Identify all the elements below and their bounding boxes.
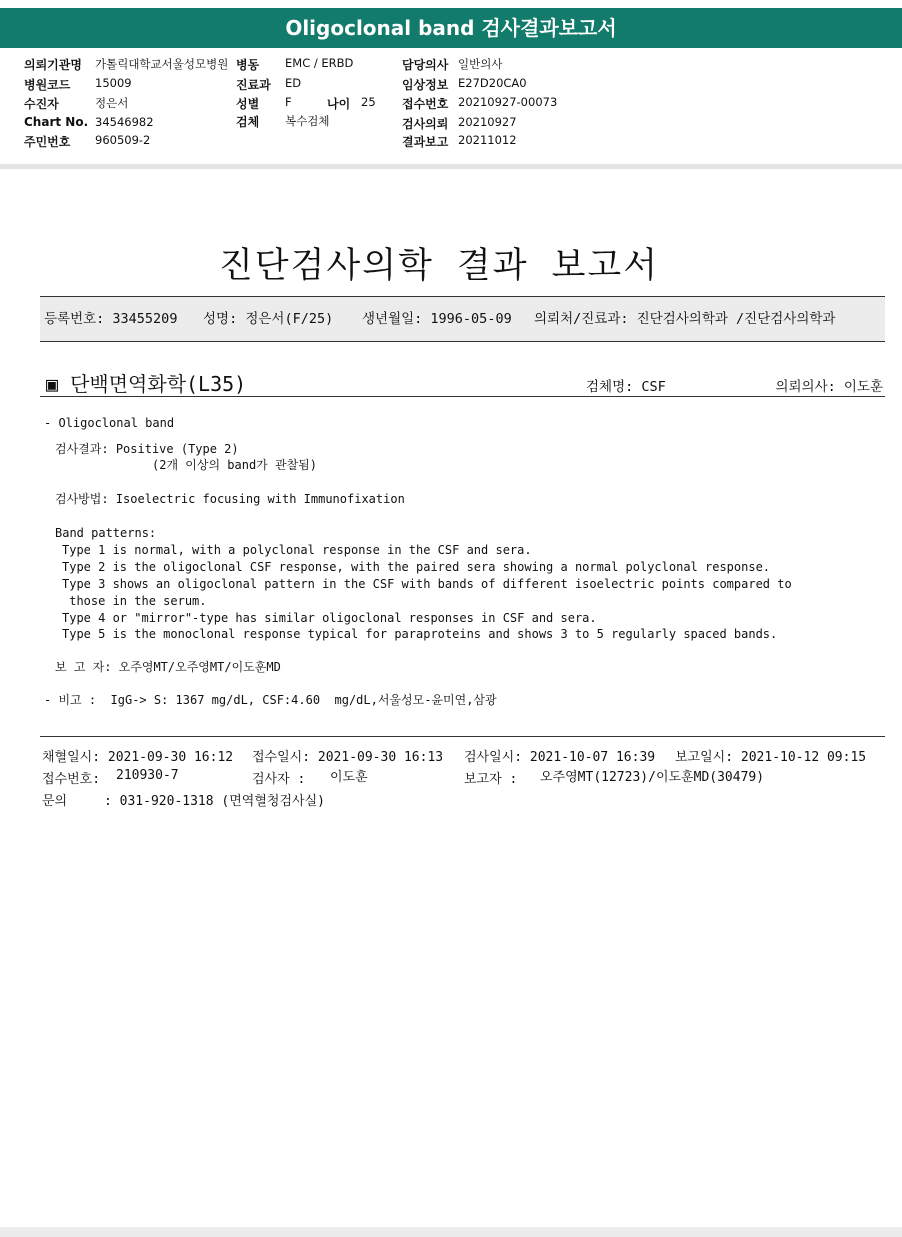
hospital-code-label: 병원코드	[24, 78, 71, 92]
report-date-value: 20211012	[458, 133, 517, 147]
sex-value: F	[285, 95, 292, 109]
test-method: 검사방법: Isoelectric focusing with Immunofixation	[55, 492, 405, 506]
specimen-value: 복수검체	[285, 114, 330, 128]
department-value: ED	[285, 76, 302, 90]
ordering-doctor: 의뢰의사: 이도훈	[775, 379, 883, 395]
patterns-heading: Band patterns:	[55, 526, 157, 540]
pattern-line: Type 5 is the monoclonal response typical for paraproteins and shows 3 to 5 regularly spaced bands.	[62, 627, 778, 641]
chart-no-label: Chart No.	[24, 115, 89, 129]
test-name: - Oligoclonal band	[44, 416, 175, 430]
report-title: Oligoclonal band 검사결과보고서	[285, 16, 617, 40]
doctor-value: 일반의사	[458, 57, 503, 71]
request-date-label: 검사의뢰	[402, 117, 449, 131]
pattern-line: those in the serum.	[62, 594, 207, 608]
tested-time: 검사일시: 2021-10-07 16:39	[464, 750, 656, 765]
request-date-value: 20210927	[458, 115, 517, 129]
section-title-text: 단백면역화학(L35)	[70, 372, 247, 396]
ward-label: 병동	[236, 58, 260, 72]
report-title-bar	[0, 8, 902, 48]
report-footer	[40, 736, 885, 809]
section-header	[40, 366, 885, 397]
ward-value: EMC / ERBD	[285, 56, 354, 70]
age-label: 나이	[327, 97, 351, 111]
clinical-info-value: E27D20CA0	[458, 76, 527, 90]
institution-label: 의뢰기관명	[24, 58, 82, 72]
reporter-names: 오주영MT(12723)/이도훈MD(30479)	[540, 770, 765, 785]
registration-number: 등록번호: 33455209	[44, 311, 178, 327]
patient-value: 정은서	[95, 96, 129, 110]
section-title: ▣ 단백면역화학(L35)	[46, 372, 247, 396]
requesting-department: 의뢰처/진료과: 진단검사의학과 /진단검사의학과	[534, 311, 836, 327]
rrn-value: 960509-2	[95, 133, 151, 147]
collected-time: 채혈일시: 2021-09-30 16:12	[42, 750, 234, 765]
specimen-name: 검체명: CSF	[586, 379, 666, 395]
inquiry-label: 문의	[42, 794, 68, 809]
pattern-line: Type 1 is normal, with a polyclonal response in the CSF and sera.	[62, 543, 532, 557]
doctor-label: 담당의사	[402, 58, 449, 72]
patient-name: 성명: 정은서(F/25)	[203, 311, 334, 327]
request-header	[0, 48, 902, 164]
receipt-number: 210930-7	[116, 768, 179, 783]
pattern-line: Type 3 shows an oligoclonal pattern in the CSF with bands of different isoelectric points compared to	[62, 577, 792, 591]
department-label: 진료과	[236, 78, 271, 92]
age-value: 25	[361, 95, 376, 109]
accession-value: 20210927-00073	[458, 95, 558, 109]
institution-value: 가톨릭대학교서울성모병원	[95, 57, 229, 71]
inquiry-phone: : 031-920-1318 (면역혈청검사실)	[104, 794, 325, 809]
chart-no-value: 34546982	[95, 115, 154, 129]
reported-time: 보고일시: 2021-10-12 09:15	[675, 750, 867, 765]
patient-info-bar	[40, 296, 885, 342]
hospital-code-value: 15009	[95, 76, 132, 90]
bottom-divider	[0, 1227, 902, 1237]
report-date-label: 결과보고	[402, 135, 449, 149]
specimen-label: 검체	[236, 115, 260, 129]
pattern-line: Type 4 or "mirror"-type has similar oligoclonal responses in CSF and sera.	[62, 611, 597, 625]
birth-date: 생년월일: 1996-05-09	[362, 311, 512, 327]
received-time: 접수일시: 2021-09-30 16:13	[252, 750, 444, 765]
reporter-label: 보고자 :	[464, 772, 518, 787]
result-line: 검사결과: Positive (Type 2)	[55, 442, 239, 456]
patient-label: 수진자	[24, 97, 59, 111]
pattern-line: Type 2 is the oligoclonal CSF response, with the paired sera showing a normal polyclonal response.	[62, 560, 771, 574]
result-note: (2개 이상의 band가 관찰됨)	[152, 458, 317, 472]
remark-line: - 비고 : IgG-> S: 1367 mg/dL, CSF:4.60 mg/dL,서울성모-윤미연,삼광	[44, 693, 497, 707]
document-title: 진단검사의학 결과 보고서	[218, 246, 660, 286]
accession-label: 접수번호	[402, 97, 449, 111]
reporter-line: 보 고 자: 오주영MT/오주영MT/이도훈MD	[55, 660, 281, 674]
clinical-info-label: 임상정보	[402, 78, 449, 92]
receipt-number-label: 접수번호:	[42, 772, 101, 787]
tester-label: 검사자 :	[252, 772, 306, 787]
sex-label: 성별	[236, 97, 260, 111]
header-divider	[0, 164, 902, 169]
tester-name: 이도훈	[330, 770, 368, 785]
rrn-label: 주민번호	[24, 135, 71, 149]
